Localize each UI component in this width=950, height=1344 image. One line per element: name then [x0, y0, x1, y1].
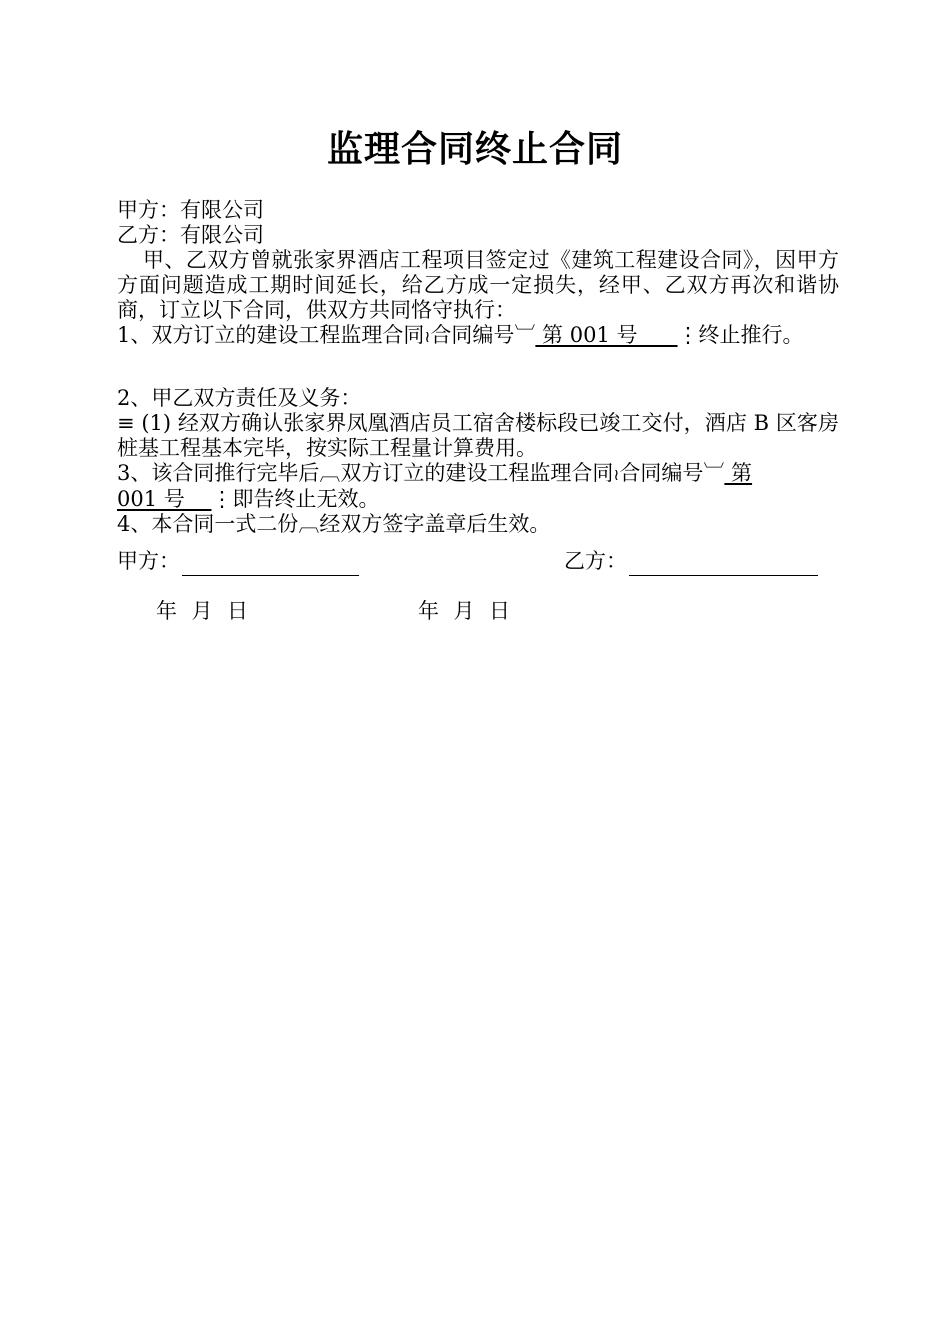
clause-3-number-part2: 001 号 — [117, 487, 212, 511]
clause-3-mark-open: ≀ — [613, 465, 620, 484]
signature-party-b-label: 乙方： — [564, 549, 627, 573]
paragraph-gap — [117, 348, 839, 386]
date-day-label: 日 — [489, 599, 511, 623]
signature-party-b-line[interactable] — [629, 553, 818, 576]
date-day-label: 日 — [227, 599, 249, 623]
clause-1-mark-close: ︺ — [514, 323, 536, 347]
clause-3-mid2: 合同编号 — [619, 461, 704, 485]
clause-3 — [117, 461, 839, 512]
clause-3-prefix: 3、该合同推行完毕后 — [117, 461, 320, 485]
signature-party-a-label: 甲方： — [117, 549, 180, 573]
date-party-b — [418, 597, 511, 625]
date-party-a — [156, 597, 249, 625]
clause-1 — [117, 323, 839, 348]
party-a-line: 甲方：有限公司 — [117, 198, 264, 222]
clause-1-suffix: ⋮终止推行。 — [677, 323, 804, 347]
date-year-label: 年 — [418, 599, 440, 623]
clause-3-mark-close: ︺ — [703, 461, 725, 485]
clause-4 — [117, 512, 839, 537]
document-body — [117, 198, 839, 537]
clause-4-suffix: 经双方签字盖章后生效。 — [319, 512, 551, 536]
signature-party-a — [117, 546, 359, 576]
clause-3-number-part1: 第 — [724, 461, 753, 485]
signature-party-b — [564, 546, 818, 576]
date-year-label: 年 — [156, 599, 178, 623]
clause-1-mark-open: ≀ — [424, 327, 431, 346]
clause-4-prefix: 4、本合同一式二份 — [117, 512, 299, 536]
document-title: 监理合同终止合同 — [326, 128, 623, 170]
clause-3-mid1: 双方订立的建设工程监理合同 — [340, 461, 614, 485]
clause-3-suffix: ⋮即告终止无效。 — [211, 487, 380, 511]
preamble-paragraph: 甲、乙双方曾就张家界酒店工程项目签定过《建筑工程建设合同》，因甲方方面问题造成工期时间延长，给乙方成一定损失，经甲、乙双方再次和谐协商，订立以下合同，供双方共同恪守执行： — [117, 248, 839, 322]
clause-2-item: ≡ (1) 经双方确认张家界凤凰酒店员工宿舍楼标段已竣工交付，酒店 B 区客房桩基工程基本完毕，按实际工程量计算费用。 — [117, 411, 839, 460]
clause-3-mark-a: ︹ — [319, 461, 341, 485]
date-month-label: 月 — [191, 599, 213, 623]
signature-party-a-line[interactable] — [182, 553, 359, 576]
clause-1-mid: 合同编号 — [430, 323, 515, 347]
clause-4-mark: ︹ — [298, 512, 320, 536]
date-month-label: 月 — [453, 599, 475, 623]
clause-1-prefix: 1、双方订立的建设工程监理合同 — [117, 323, 425, 347]
party-b-line: 乙方：有限公司 — [117, 223, 264, 247]
clause-1-number: 第 001 号 — [535, 323, 678, 347]
clause-2-heading: 2、甲乙双方责任及义务： — [117, 386, 362, 410]
